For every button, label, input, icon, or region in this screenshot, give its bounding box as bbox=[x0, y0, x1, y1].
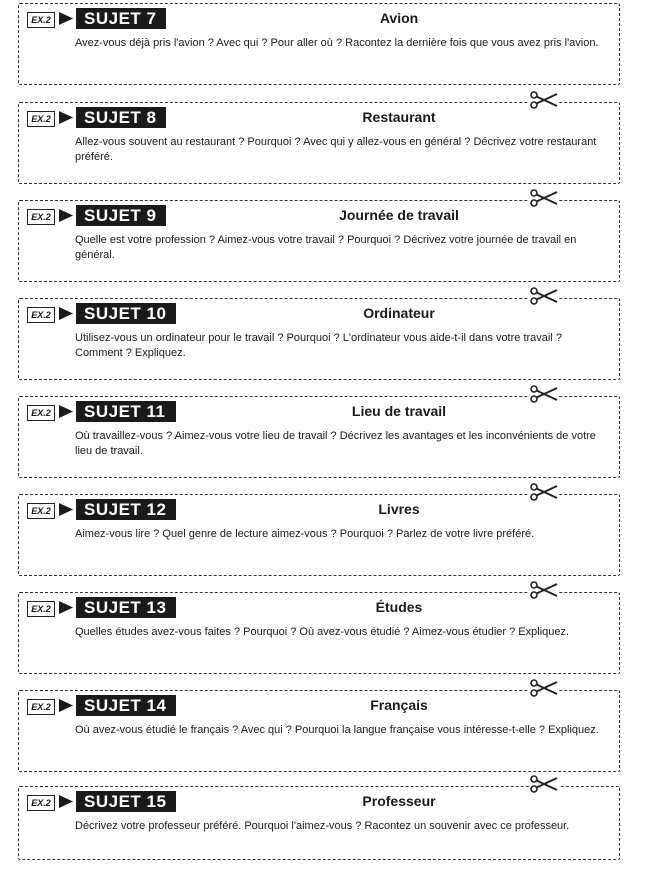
play-arrow-icon bbox=[59, 503, 73, 516]
ex-label: EX.2 bbox=[27, 209, 55, 225]
ex-label: EX.2 bbox=[27, 405, 55, 421]
subject-question: Quelles études avez-vous faites ? Pourquoi ? Où avez-vous étudié ? Aimez-vous étudier ? Expliquez. bbox=[75, 626, 570, 638]
subject-card-14 bbox=[18, 690, 620, 772]
scissors-icon bbox=[529, 481, 559, 503]
ex-label: EX.2 bbox=[27, 699, 55, 715]
subject-card-7 bbox=[18, 3, 620, 85]
subject-card-12 bbox=[18, 494, 620, 576]
play-arrow-icon bbox=[59, 795, 73, 808]
ex-label: EX.2 bbox=[27, 12, 55, 28]
subject-title: Avion bbox=[379, 10, 419, 26]
ex-label: EX.2 bbox=[27, 503, 55, 519]
subject-badge: SUJET 9 bbox=[76, 205, 166, 226]
subject-badge: SUJET 12 bbox=[76, 499, 176, 520]
subject-card-15 bbox=[18, 786, 620, 860]
scissors-icon bbox=[529, 285, 559, 307]
subject-title: Ordinateur bbox=[363, 305, 435, 321]
subject-card-13 bbox=[18, 592, 620, 674]
subject-badge: SUJET 7 bbox=[76, 8, 166, 29]
subject-title: Restaurant bbox=[362, 109, 436, 125]
subject-card-9 bbox=[18, 200, 620, 282]
play-arrow-icon bbox=[59, 699, 73, 712]
ex-label: EX.2 bbox=[27, 601, 55, 617]
subject-badge: SUJET 15 bbox=[76, 791, 176, 812]
subject-title: Lieu de travail bbox=[351, 403, 447, 419]
subject-question: Avez-vous déjà pris l'avion ? Avec qui ? Pour aller où ? Racontez la dernière fois que vous avez pris l'avion. bbox=[75, 37, 599, 49]
subject-question: Quelle est votre profession ? Aimez-vous votre travail ? Pourquoi ? Décrivez votre journée de travail en général. bbox=[75, 234, 577, 261]
play-arrow-icon bbox=[59, 111, 73, 124]
ex-label: EX.2 bbox=[27, 111, 55, 127]
ex-label: EX.2 bbox=[27, 795, 55, 811]
subject-badge: SUJET 14 bbox=[76, 695, 176, 716]
scissors-icon bbox=[529, 773, 559, 795]
play-arrow-icon bbox=[59, 601, 73, 614]
subject-question: Où avez-vous étudié le français ? Avec qui ? Pourquoi la langue française vous intéresse-t-elle ? Expliquez. bbox=[75, 724, 599, 736]
subject-card-10 bbox=[18, 298, 620, 380]
scissors-icon bbox=[529, 383, 559, 405]
subject-question: Utilisez-vous un ordinateur pour le travail ? Pourquoi ? L'ordinateur vous aide-t-il dans votre travail ? Comment ? Expliquez. bbox=[75, 332, 562, 359]
subject-badge: SUJET 10 bbox=[76, 303, 176, 324]
subject-badge: SUJET 8 bbox=[76, 107, 166, 128]
play-arrow-icon bbox=[59, 12, 73, 25]
play-arrow-icon bbox=[59, 405, 73, 418]
subject-badge: SUJET 11 bbox=[76, 401, 176, 422]
subject-title: Professeur bbox=[362, 793, 436, 809]
subject-card-11 bbox=[18, 396, 620, 478]
subject-question: Décrivez votre professeur préféré. Pourquoi l'aimez-vous ? Racontez un souvenir avec ce professeur. bbox=[75, 820, 570, 832]
play-arrow-icon bbox=[59, 209, 73, 222]
subject-question: Allez-vous souvent au restaurant ? Pourquoi ? Avec qui y allez-vous en général ? Décrivez votre restaurant préféré. bbox=[75, 136, 597, 163]
ex-label: EX.2 bbox=[27, 307, 55, 323]
subject-title: Français bbox=[370, 697, 428, 713]
scissors-icon bbox=[529, 187, 559, 209]
subject-title: Études bbox=[375, 599, 423, 615]
subject-title: Journée de travail bbox=[339, 207, 459, 223]
subject-question: Où travaillez-vous ? Aimez-vous votre lieu de travail ? Décrivez les avantages et les inconvénients de votre lieu de travail. bbox=[75, 430, 596, 457]
play-arrow-icon bbox=[59, 307, 73, 320]
scissors-icon bbox=[529, 579, 559, 601]
subject-card-8 bbox=[18, 102, 620, 184]
scissors-icon bbox=[529, 89, 559, 111]
subject-title: Livres bbox=[378, 501, 420, 517]
subject-question: Aimez-vous lire ? Quel genre de lecture aimez-vous ? Pourquoi ? Parlez de votre livre préféré. bbox=[75, 528, 535, 540]
subject-badge: SUJET 13 bbox=[76, 597, 176, 618]
scissors-icon bbox=[529, 677, 559, 699]
